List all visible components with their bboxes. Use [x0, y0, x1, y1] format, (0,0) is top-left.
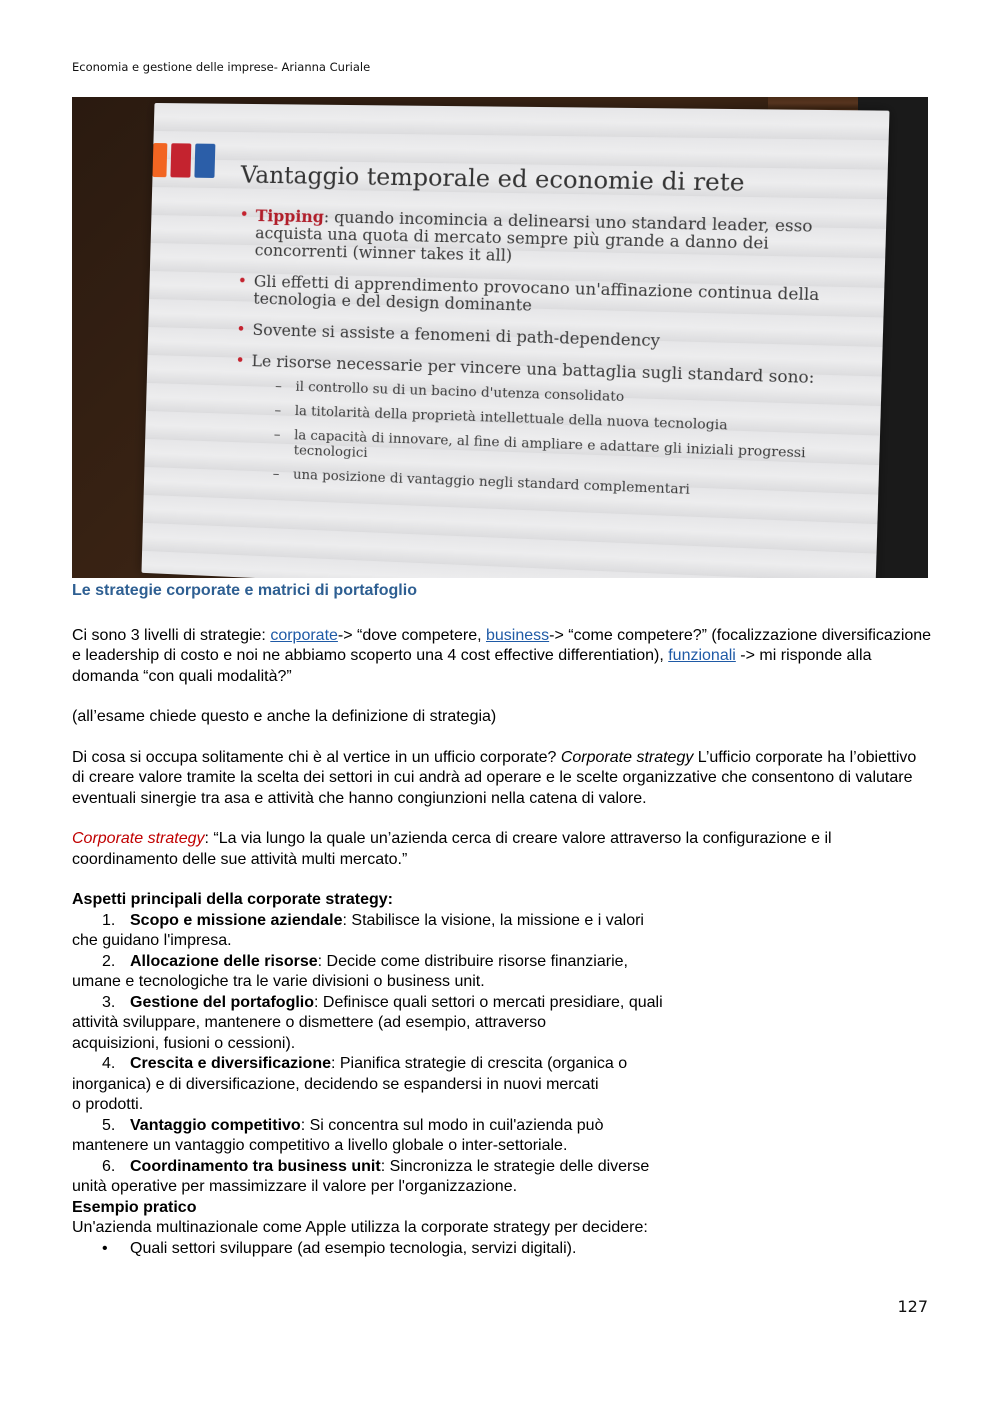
- slide-title: Vantaggio temporale ed economie di rete: [240, 162, 745, 197]
- example-title: [72, 1198, 932, 1219]
- item-text: mantenere un vantaggio competitivo a livello globale o inter-settoriale.: [72, 1137, 568, 1154]
- item-title: Coordinamento tra business unit: [130, 1157, 381, 1175]
- aspect-item-5: [72, 1116, 932, 1157]
- item-text: inorganica) e di diversificazione, decidendo se espandersi in nuovi mercati: [72, 1075, 599, 1093]
- slide-sub-item: – il controllo su di un bacino d'utenza consolidato: [275, 379, 868, 413]
- item-title: Crescita e diversificazione: [130, 1055, 331, 1072]
- aspect-item-2: [72, 952, 932, 993]
- item-text: umane e tecnologiche tra le varie divisioni o business unit.: [72, 973, 485, 990]
- item-text: acquisizioni, fusioni o cessioni).: [72, 1034, 296, 1052]
- aspect-item-1: [72, 911, 932, 952]
- slide-sub-item: – una posizione di vantaggio negli standard complementari: [273, 467, 866, 505]
- text-run: Di cosa si occupa solitamente chi è al vertice in un ufficio corporate?: [72, 748, 561, 766]
- item-number: 4.: [102, 1055, 116, 1072]
- item-title: Allocazione delle risorse: [130, 952, 318, 970]
- slide-body: [232, 207, 873, 515]
- item-text: : Pianifica strategie di crescita (organica o: [330, 1055, 628, 1072]
- aspect-item-3: [72, 993, 932, 1055]
- slide-bullet: [238, 207, 873, 273]
- slide-sub-list: [273, 379, 868, 505]
- page-number: 127: [897, 1297, 928, 1316]
- definition-term: Corporate strategy: [72, 830, 205, 847]
- section-heading: Le strategie corporate e matrici di portafoglio: [72, 582, 417, 599]
- text-italic: Corporate strategy: [560, 748, 694, 766]
- aspect-item-4: [72, 1054, 932, 1116]
- slide-sub-item: – la titolarità della proprietà intellettuale della nuova tecnologia: [274, 403, 867, 438]
- item-text: : Sincronizza le strategie delle diverse: [380, 1157, 650, 1175]
- text-run: -> “come competere?” (focalizzazione diversificazione e leadership di costo e noi ne abbiamo scoperto una 4 cost effective differentiation),: [72, 626, 932, 664]
- paragraph-definition: [72, 829, 932, 870]
- item-text: attività sviluppare, mantenere o dismettere (ad esempio, attraverso: [72, 1014, 547, 1031]
- item-title: Vantaggio competitivo: [130, 1116, 301, 1134]
- slide-bullet-term: Tipping: [255, 205, 325, 227]
- paragraph-levels: [72, 626, 932, 688]
- slide-logo-squares: [152, 143, 219, 183]
- example-bullet-text: Quali settori sviluppare (ad esempio tecnologia, servizi digitali).: [130, 1239, 577, 1257]
- projected-slide: [141, 103, 889, 578]
- link-business[interactable]: business: [485, 626, 550, 644]
- item-text: o prodotti.: [72, 1096, 144, 1113]
- item-number: 6.: [102, 1157, 116, 1175]
- example-bullet: [102, 1239, 932, 1260]
- item-number: 3.: [102, 993, 116, 1011]
- example-intro: Un'azienda multinazionale come Apple utilizza la corporate strategy per decidere:: [72, 1219, 648, 1236]
- slide-sub-item: – la capacità di innovare, al fine di ampliare e adattare gli iniziali progressi tecnologici: [273, 427, 866, 479]
- text-run: Ci sono 3 livelli di strategie:: [72, 626, 271, 644]
- paragraph-corporate-office: [72, 748, 932, 810]
- slide-photo: [72, 97, 928, 578]
- item-number: 2.: [102, 952, 116, 970]
- blue-square-icon: [194, 144, 215, 178]
- slide-bullet-text: : quando incomincia a delinearsi uno standard leader, esso acquista una quota di mercato sempre più grande a danno dei concorrenti (winner takes it all): [254, 208, 813, 265]
- text-run: : “La via lungo la quale un’azienda cerca di creare valore attraverso la configurazione e il coordinamento delle sue attività multi mercato.”: [72, 830, 832, 868]
- item-text: unità operative per massimizzare il valore per l'organizzazione.: [72, 1178, 518, 1195]
- aspects-title: [72, 890, 932, 911]
- aspects-title-text: Aspetti principali della corporate strategy:: [72, 891, 393, 908]
- text-run: L’ufficio corporate ha l’obiettivo di creare valore tramite la scelta dei settori in cui andrà ad operare e le scelte organizzative che consentono di valutare eventuali sinergie tra asa e attività che hanno congiunzioni nella catena di valore.: [72, 748, 917, 807]
- item-title: Scopo e missione aziendale: [130, 911, 343, 929]
- slide-bullet-text: Le risorse necessarie per vincere una battaglia sugli standard sono:: [251, 352, 815, 388]
- slide-bullet: [237, 273, 871, 323]
- item-number: 1.: [102, 911, 116, 929]
- bullet-dot-icon: •: [102, 1239, 108, 1257]
- paragraph-exam-note: (all’esame chiede questo e anche la definizione di strategia): [72, 708, 497, 725]
- item-text: : Definisce quali settori o mercati presidiare, quali: [314, 993, 663, 1011]
- page-content: [72, 580, 932, 1259]
- item-text: : Decide come distribuire risorse finanziarie,: [317, 952, 628, 970]
- red-square-icon: [170, 143, 191, 177]
- item-text: che guidano l'impresa.: [72, 932, 232, 949]
- text-run: -> “dove competere,: [337, 626, 486, 644]
- slide-bullet-text: Sovente si assiste a fenomeni di path-dependency: [252, 320, 661, 351]
- page-header: Economia e gestione delle imprese- Arianna Curiale: [72, 60, 371, 74]
- slide-bullet-text: Gli effetti di apprendimento provocano un'affinazione continua della tecnologia e del design dominante: [253, 272, 820, 315]
- item-text: : Si concentra sul modo in cuil'azienda può: [300, 1116, 604, 1134]
- link-funzionali[interactable]: funzionali: [668, 647, 736, 664]
- orange-square-icon: [152, 143, 167, 177]
- item-text: : Stabilisce la visione, la missione e i valori: [342, 911, 644, 929]
- example-title-text: Esempio pratico: [72, 1198, 197, 1216]
- text-run: -> mi risponde alla domanda “con quali modalità?”: [72, 647, 872, 685]
- item-title: Gestione del portafoglio: [130, 993, 315, 1011]
- item-number: 5.: [102, 1116, 116, 1134]
- link-corporate[interactable]: corporate: [270, 626, 338, 644]
- slide-bullet: [236, 321, 869, 356]
- aspect-item-6: [72, 1157, 932, 1198]
